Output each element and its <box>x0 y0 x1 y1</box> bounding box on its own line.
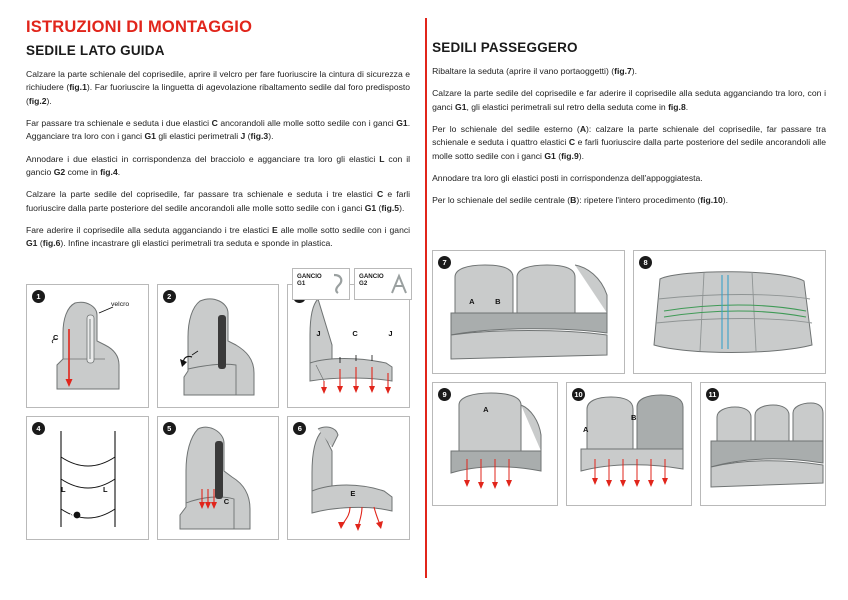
figure-2 <box>157 284 280 408</box>
right-paragraph-5 <box>432 194 826 207</box>
hook-g1-icon <box>330 273 346 295</box>
figure-9 <box>432 382 558 506</box>
figure-1-label-c: C <box>53 333 59 343</box>
page-title: ISTRUZIONI DI MONTAGGIO <box>26 18 253 36</box>
figure-11-number: 11 <box>706 388 719 401</box>
figure-10 <box>566 382 692 506</box>
left-paragraph-4 <box>26 188 410 215</box>
figure-6-label-e: E <box>350 489 356 499</box>
right-paragraph-2-text: Calzare la parte sedile del coprisedile e far aderire il coprisedile alla seduta agganciando tra loro, con i ganci G1, gli elastici perimetrali sul retro della seduta come in fig.8. <box>432 88 826 112</box>
figure-2-number: 2 <box>163 290 176 303</box>
right-paragraph-5-text: Per lo schienale del sedile centrale (B): ripetere l'intero procedimento (fig.10). <box>432 195 728 206</box>
figure-11 <box>700 382 826 506</box>
hook-g2-label: GANCIO G2 <box>359 273 384 288</box>
figure-1-drawing <box>27 285 149 407</box>
figure-9-number: 9 <box>438 388 451 401</box>
figure-3-label-c: C <box>352 329 358 339</box>
figure-4-label-l-right: L <box>103 485 108 495</box>
right-paragraph-1 <box>432 65 826 78</box>
left-paragraph-1 <box>26 68 410 108</box>
left-paragraph-1-text: Calzare la parte schienale del coprisedile, aprire il velcro per fare fuoriuscire la cintura di sicurezza e richiudere (fig.1). Far fuoriuscire la linguetta di agevolazione ribaltamento sedile dal foro predisposto (fig.2). <box>26 69 411 106</box>
hook-g2-icon <box>390 273 408 295</box>
left-paragraph-4-text: Calzare la parte sedile del coprisedile, far passare tra schienale e seduta i tre elastici C e farli fuoriuscire dalla parte posteriore del sedile ancorandoli alle molle sotto sedile con i ganci G1 (fig.5). <box>26 189 411 213</box>
figure-4-drawing <box>27 417 149 539</box>
right-figure-grid-row2 <box>432 382 826 506</box>
figure-10-label-a: A <box>583 424 589 434</box>
figure-3-drawing <box>288 285 410 407</box>
figure-6-number: 6 <box>293 422 306 435</box>
figure-3-label-j-left: J <box>316 329 321 339</box>
right-paragraph-4 <box>432 172 826 185</box>
figure-9-label-a: A <box>483 404 489 414</box>
figure-7-label-b: B <box>495 296 501 306</box>
left-figure-grid-row1 <box>26 284 410 408</box>
left-paragraph-5-text: Fare aderire il coprisedile alla seduta agganciando i tre elastici E alle molle sotto sedile con i ganci G1 (fig.6). Infine incastrare gli elastici perimetrali tra seduta e sponde in plastica. <box>26 224 411 249</box>
figure-7-label-a: A <box>469 296 475 306</box>
left-column <box>26 18 410 590</box>
figure-1-label-velcro: velcro <box>111 301 130 309</box>
figure-11-drawing <box>701 383 826 505</box>
left-section-title: SEDILE LATO GUIDA <box>26 43 165 58</box>
figure-5-drawing <box>158 417 280 539</box>
figure-5-number: 5 <box>163 422 176 435</box>
left-paragraph-2-text: Far passare tra schienale e seduta i due elastici C ancorandoli alle molle sotto sedile con i ganci G1. Agganciare tra loro con i ganci G1 gli elastici perimetrali J (fig.3). <box>26 117 411 142</box>
figure-6 <box>287 416 410 540</box>
right-paragraph-4-text: Annodare tra loro gli elastici posti in corrispondenza dell'appoggiatesta. <box>432 172 703 183</box>
figure-3-label-j-right: J <box>388 329 393 339</box>
figure-9-drawing <box>433 383 558 505</box>
figure-2-drawing <box>158 285 280 407</box>
figure-10-drawing <box>567 383 692 505</box>
figure-4-label-l-left: L <box>61 485 66 495</box>
left-paragraph-3 <box>26 153 410 180</box>
right-paragraph-2 <box>432 87 826 114</box>
figure-4 <box>26 416 149 540</box>
figure-10-label-b: B <box>631 412 637 422</box>
figure-6-drawing <box>288 417 410 539</box>
left-paragraph-3-text: Annodare i due elastici in corrispondenza del bracciolo e agganciare tra loro gli elastici L con il gancio G2 come in fig.4. <box>26 153 411 177</box>
figure-3 <box>287 284 410 408</box>
right-paragraph-1-text: Ribaltare la seduta (aprire il vano portaoggetti) (fig.7). <box>432 66 637 76</box>
figure-7-number: 7 <box>438 256 451 269</box>
figure-4-label-x: X <box>69 509 75 519</box>
left-paragraph-5 <box>26 224 410 251</box>
right-paragraph-3-text: Per lo schienale del sedile esterno (A): calzare la parte schienale del coprisedile, far passare tra schienale e seduta i quattro elastici C e farli fuoriuscire dalla parte posteriore del sedile ancorandoli alle molle sotto sedile con i ganci G1 (fig.9). <box>432 123 826 161</box>
right-section-title: SEDILI PASSEGGERO <box>432 40 578 55</box>
hook-legend-g2 <box>354 268 412 300</box>
left-figure-grid-row2 <box>26 416 410 540</box>
figure-5-label-c: C <box>223 497 230 507</box>
figure-8-number: 8 <box>639 256 652 269</box>
right-column <box>432 18 826 590</box>
hook-legend-g1 <box>292 268 350 300</box>
figure-4-number: 4 <box>32 422 45 435</box>
hook-g1-label: GANCIO G1 <box>297 273 322 288</box>
left-paragraph-2 <box>26 117 410 144</box>
figure-10-number: 10 <box>572 388 585 401</box>
figure-5 <box>157 416 280 540</box>
figure-1 <box>26 284 149 408</box>
figure-1-number: 1 <box>32 290 45 303</box>
hook-legend <box>292 268 826 300</box>
right-paragraph-3 <box>432 123 826 163</box>
